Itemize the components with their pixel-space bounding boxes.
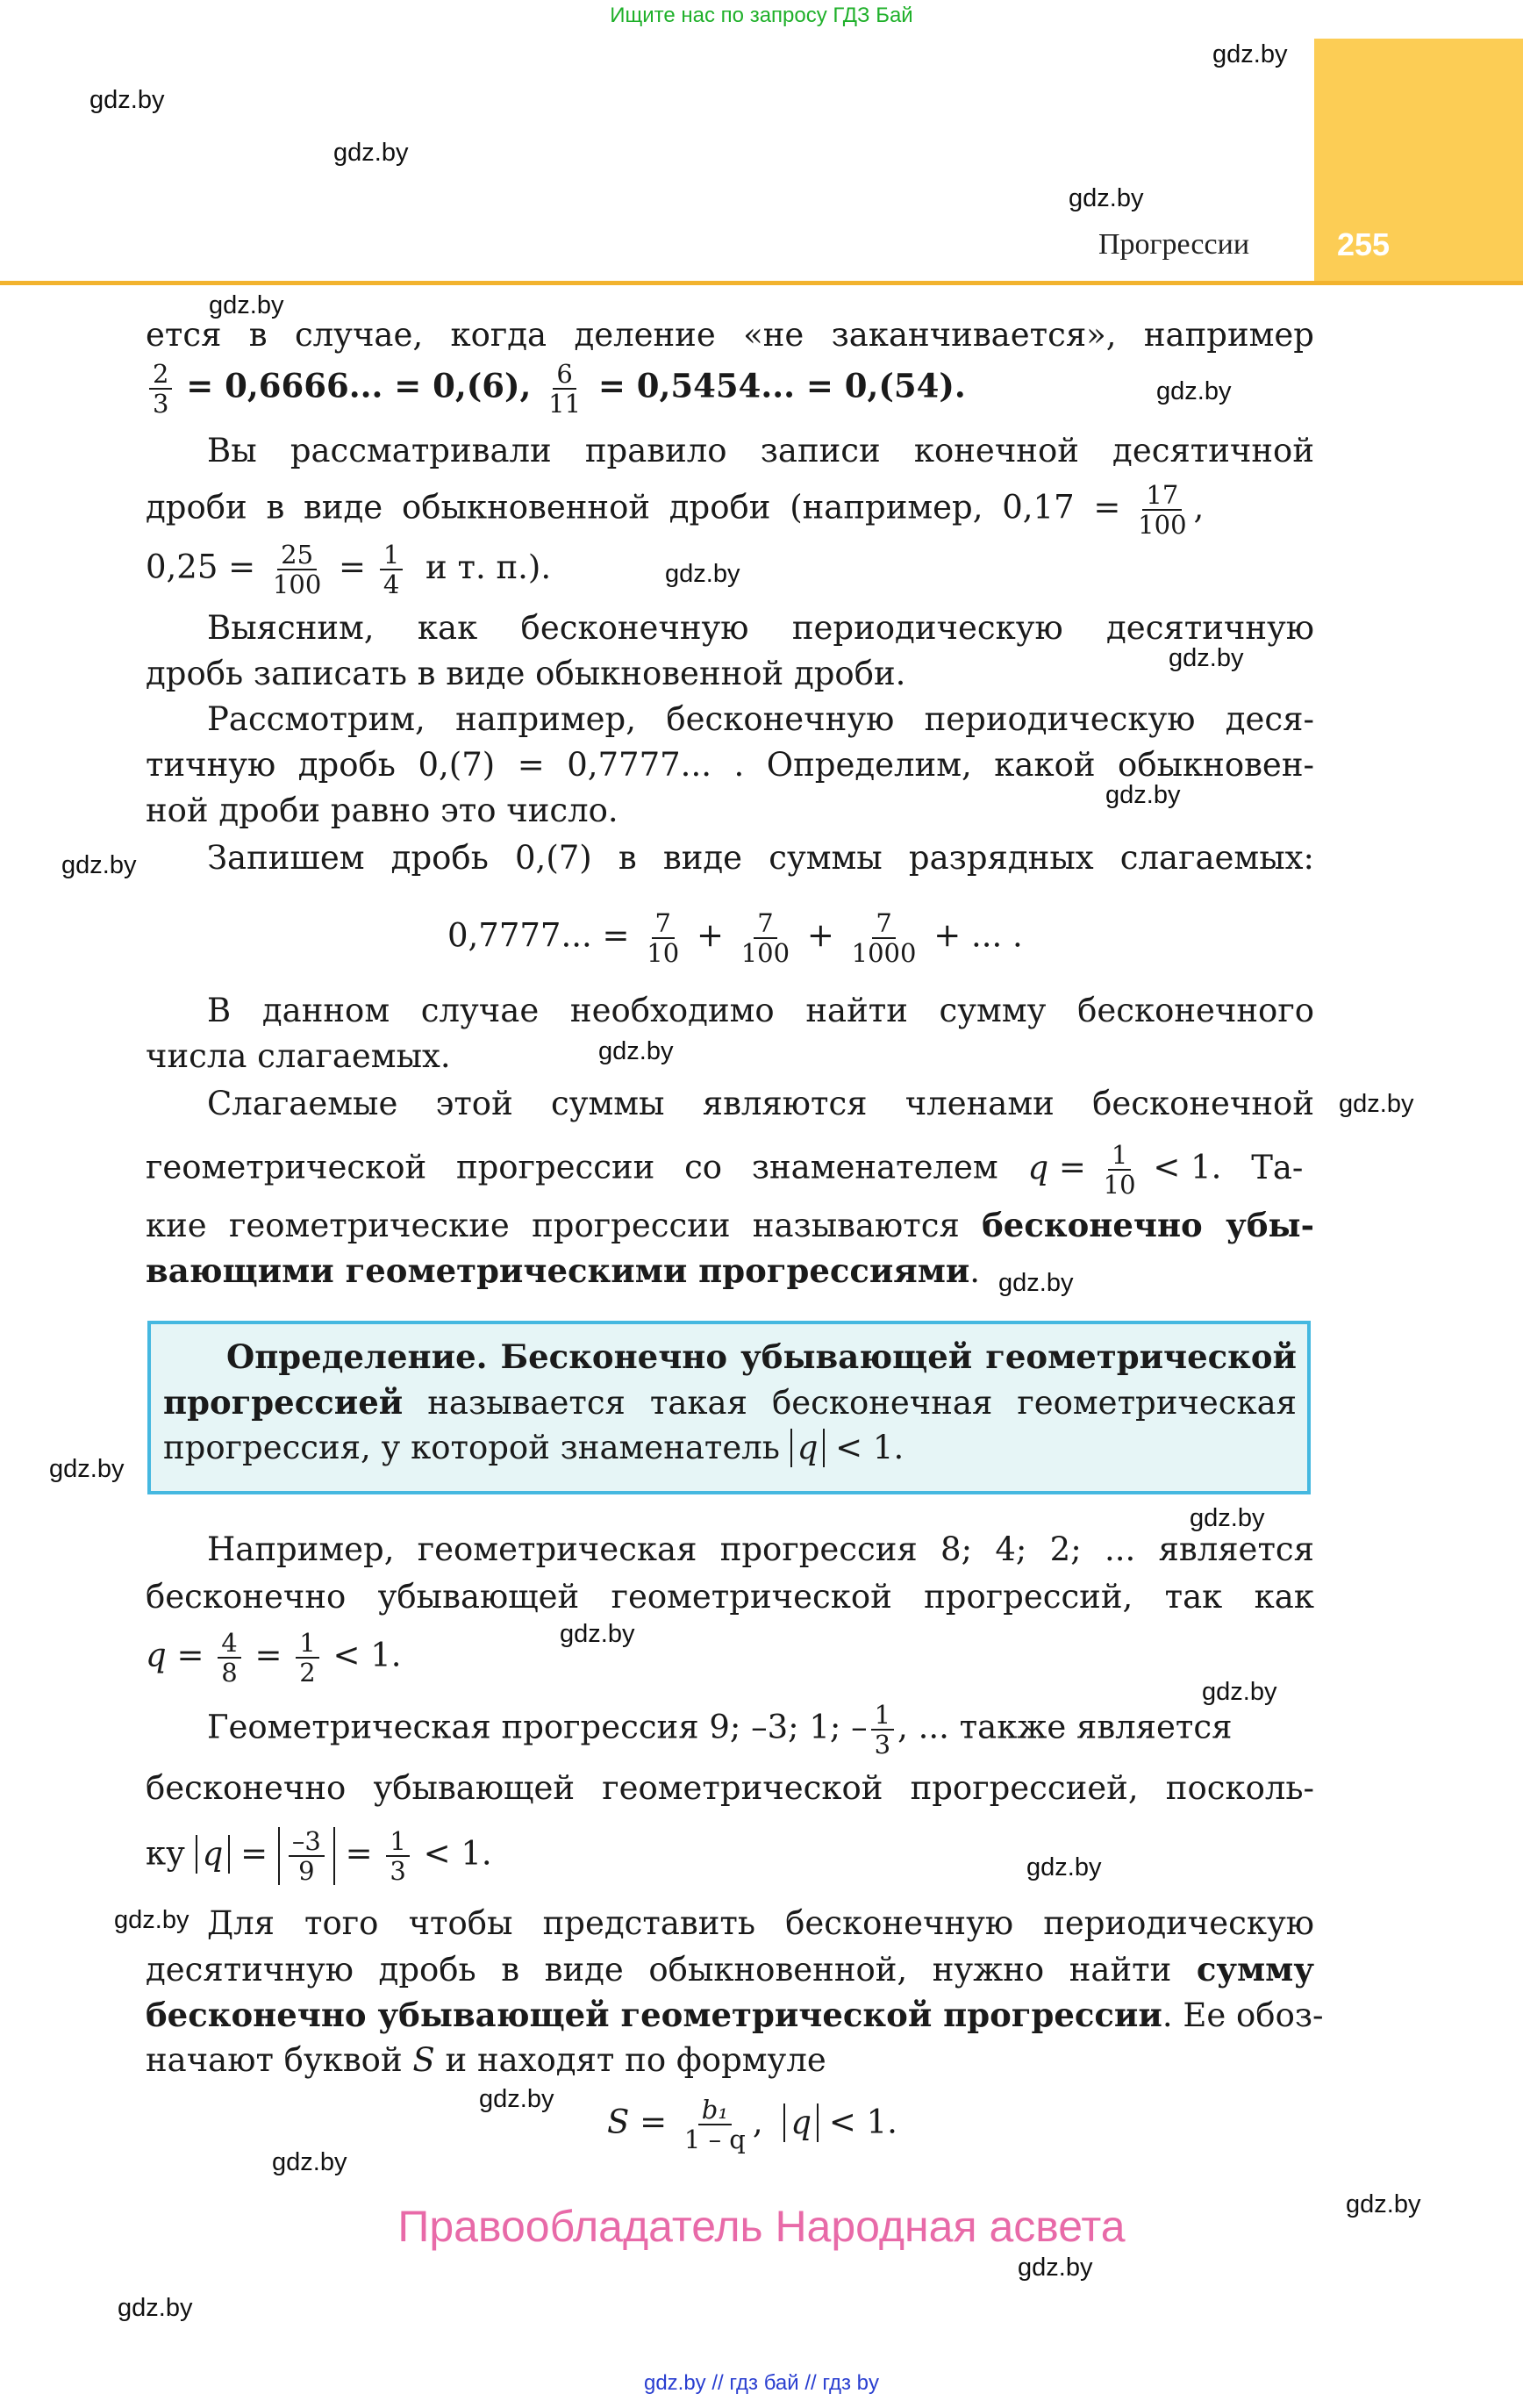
- text-line: начают буквой S и находят по формуле: [146, 2041, 826, 2079]
- formula-sum: 0,7777... = $\frac{7}{10}$ + $\frac{7}{100}$ + $\frac{7}{1000}$ + ... .: [447, 908, 1023, 968]
- formula-line: дроби в виде обыкновенной дроби (например, 0,17 = $\frac{17}{100}$ ,: [146, 480, 1205, 540]
- definition-text: прогрессия, у которой знаменатель q < 1.: [163, 1429, 905, 1466]
- watermark: gdz.by: [1190, 1504, 1265, 1532]
- text-line: Слагаемые этой суммы являются членами бесконечной: [207, 1085, 1314, 1122]
- watermark: gdz.by: [1018, 2254, 1093, 2282]
- watermark: gdz.by: [333, 139, 409, 167]
- text-line: Запишем дробь 0,(7) в виде суммы разрядных слагаемых:: [207, 839, 1314, 877]
- formula-line: геометрической прогрессии со знаменателем q = $\frac{1}{10}$ < 1. Та-: [146, 1140, 1304, 1200]
- definition-text: прогрессией называется такая бесконечная геометрическая: [163, 1383, 1297, 1422]
- text-line: Выясним, как бесконечную периодическую десятичную: [207, 609, 1314, 647]
- text-line: ется в случае, когда деление «не заканчивается», например: [146, 316, 1314, 354]
- watermark: gdz.by: [114, 1906, 189, 1934]
- formula-line: $\frac{2}{3}$ = 0,6666... = 0,(6), $\frac{6}{11}$ = 0,5454... = 0,(54).: [146, 360, 966, 418]
- text-line: Для того чтобы представить бесконечную периодическую: [207, 1904, 1314, 1942]
- watermark: gdz.by: [1339, 1090, 1414, 1118]
- watermark: gdz.by: [665, 560, 740, 588]
- watermark: gdz.by: [598, 1037, 674, 1065]
- formula-line: ку q = $\frac{-3}{9}$ = $\frac{1}{3}$ < 1.: [146, 1826, 492, 1886]
- section-title: Прогрессии: [1098, 228, 1250, 261]
- text-line: вающими геометрическими прогрессиями.: [146, 1251, 981, 1290]
- footer-links[interactable]: gdz.by // гдз бай // гдз by: [643, 2371, 880, 2395]
- text-line: дробь записать в виде обыкновенной дроби.: [146, 655, 906, 692]
- watermark: gdz.by: [118, 2294, 193, 2322]
- watermark: gdz.by: [1169, 644, 1244, 672]
- watermark: gdz.by: [560, 1620, 635, 1648]
- definition-title: Определение. Бесконечно убывающей геометрической: [226, 1337, 1297, 1376]
- header-rule: [0, 281, 1523, 285]
- text-line: тичную дробь 0,(7) = 0,7777... . Определим, какой обыкновен-: [146, 746, 1314, 784]
- top-search-note: Ищите нас по запросу ГДЗ Бай: [610, 4, 913, 27]
- watermark: gdz.by: [1069, 184, 1144, 212]
- formula-sum-geometric: S = $\frac{\text{b₁}}{1 - q}$ , q < 1.: [607, 2095, 897, 2154]
- copyright-owner: Правообладатель Народная асвета: [397, 2202, 1126, 2251]
- text-line: ной дроби равно это число.: [146, 792, 618, 829]
- text-line: бесконечно убывающей геометрической прогрессий, так как: [146, 1578, 1314, 1616]
- watermark: gdz.by: [49, 1455, 125, 1483]
- page-number: 255: [1337, 226, 1391, 262]
- watermark: gdz.by: [998, 1269, 1074, 1297]
- watermark: gdz.by: [209, 291, 284, 319]
- text-line: бесконечно убывающей геометрической прогрессии. Ее обоз-: [146, 1996, 1324, 2034]
- watermark: gdz.by: [1105, 781, 1181, 809]
- watermark: gdz.by: [272, 2148, 347, 2176]
- watermark: gdz.by: [1212, 40, 1288, 68]
- formula-line: 0,25 = $\frac{25}{100}$ = $\frac{1}{4}$ и т. п.).: [146, 540, 552, 599]
- watermark: gdz.by: [1156, 377, 1232, 405]
- watermark: gdz.by: [1202, 1678, 1277, 1706]
- formula-line: q = $\frac{4}{8}$ = $\frac{1}{2}$ < 1.: [146, 1628, 402, 1688]
- text-line: В данном случае необходимо найти сумму бесконечного: [207, 992, 1314, 1029]
- watermark: gdz.by: [1026, 1853, 1102, 1881]
- text-line: Вы рассматривали правило записи конечной десятичной: [207, 432, 1314, 469]
- watermark: gdz.by: [61, 851, 137, 879]
- text-line: Рассмотрим, например, бесконечную периодическую деся-: [207, 700, 1314, 738]
- watermark: gdz.by: [1346, 2190, 1421, 2218]
- watermark: gdz.by: [479, 2085, 554, 2113]
- text-line: числа слагаемых.: [146, 1037, 451, 1075]
- formula-line: Геометрическая прогрессия 9; –3; 1; – $\frac{1}{3}$ , ... также является: [207, 1700, 1233, 1759]
- watermark: gdz.by: [89, 86, 165, 114]
- text-line: Например, геометрическая прогрессия 8; 4; 2; ... является: [207, 1530, 1314, 1568]
- text-line: кие геометрические прогрессии называются бесконечно убы-: [146, 1206, 1314, 1244]
- text-line: десятичную дробь в виде обыкновенной, нужно найти сумму: [146, 1950, 1315, 1989]
- text-line: бесконечно убывающей геометрической прогрессией, посколь-: [146, 1769, 1314, 1807]
